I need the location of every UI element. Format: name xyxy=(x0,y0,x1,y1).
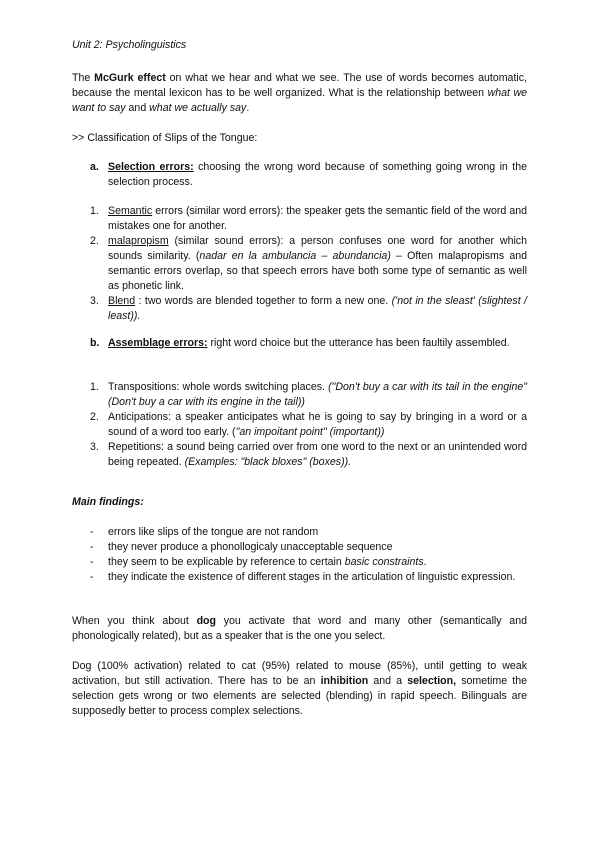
list-item: - they never produce a phonollogicaly unacceptable sequence xyxy=(90,541,393,553)
list-item: - they indicate the existence of different stages in the articulation of linguistic expression. xyxy=(90,571,516,583)
section-a-title: Selection errors: xyxy=(108,161,194,173)
list-item: - errors like slips of the tongue are not random xyxy=(90,526,319,538)
list-item: 3. Repetitions: a sound being carried over from one word to the next or an unintended word being repeated. (Examples: "black bloxes" (boxes)). xyxy=(90,441,527,468)
classification-heading: >> Classification of Slips of the Tongue: xyxy=(72,132,258,144)
section-b-title: Assemblage errors: xyxy=(108,337,208,349)
mcgurk-term: McGurk effect xyxy=(94,72,166,84)
list-item: 2. Anticipations: a speaker anticipates what he is going to say by bringing in a word or a sound of a word too early. ("an impoitant point" (important)) xyxy=(90,411,527,438)
activation-paragraph: Dog (100% activation) related to cat (95%) related to mouse (85%), until getting to weak activation, but still activation. There has to be an inhibition and a selection, sometime the selection gets wrong or two elements are selected (blending) in rapid speech. Bilinguals are supposedly better to process complex selections. xyxy=(72,660,527,717)
section-b-assemblage-errors: b. Assemblage errors: right word choice but the utterance has been faultily assembled. xyxy=(90,337,510,349)
list-item: 2. malapropism (similar sound errors): a person confuses one word for another which sounds similarity. (nadar en la ambulancia – abundancia) – Often malapropisms and semantic errors overlap, so that speech errors have both some type of semantic as well as phonetic link. xyxy=(90,235,528,292)
selection-errors-list xyxy=(90,204,527,324)
list-item: 1. Transpositions: whole words switching places. ("Don't buy a car with its tail in the engine" (Don't buy a car with its engine in the tail)) xyxy=(90,381,528,408)
main-findings-list xyxy=(90,525,527,585)
intro-paragraph: The McGurk effect on what we hear and what we see. The use of words becomes automatic, because the mental lexicon has to be well organized. What is the relationship between what we want to say and what we actually say. xyxy=(72,72,527,114)
section-a-selection-errors: a. Selection errors: choosing the wrong word because of something going wrong in the selection process. xyxy=(90,161,527,188)
page-header: Unit 2: Psycholinguistics xyxy=(72,39,187,51)
assemblage-errors-list xyxy=(90,380,527,470)
dog-paragraph: When you think about dog you activate that word and many other (semantically and phonologically related), but as a speaker that is the one you select. xyxy=(72,615,527,642)
list-item: 1. Semantic errors (similar word errors): the speaker gets the semantic field of the word and mistakes one for another. xyxy=(90,205,527,232)
list-item: - they seem to be explicable by reference to certain basic constraints. xyxy=(90,556,427,568)
main-findings-title: Main findings: xyxy=(72,496,144,508)
list-item: 3. Blend : two words are blended together to form a new one. ('not in the sleast' (slightest / least)). xyxy=(90,295,527,322)
